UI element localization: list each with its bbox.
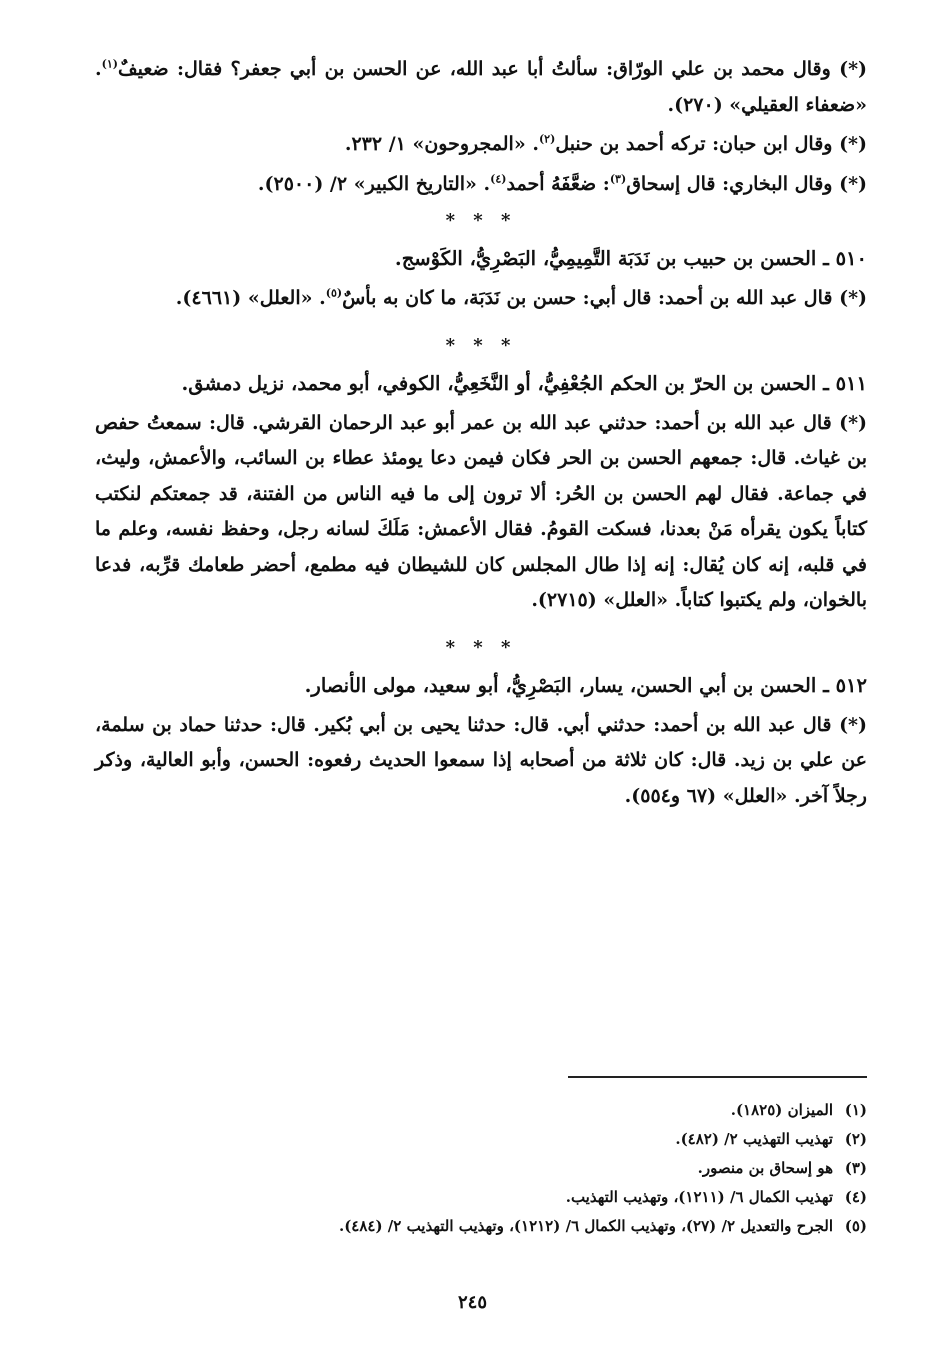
paragraph-512: (*) قال عبد الله بن أحمد: حدثني أبي. قال: حدثنا يحيى بن أبي بُكير. قال: حدثنا حماد بن سلمة، عن علي بن زيد. قال: كان ثلاثة من أصحابه إذا سمعوا الحديث رفعوه: الحسن، وأبو العالية، وذكر رجلاً آخر. «العلل» (٦٧ و٥٥٤). — [95, 713, 867, 807]
footnote-4 — [95, 1183, 867, 1212]
text: (*) وقال محمد بن علي الورّاق: سألتُ أبا عبد الله، عن الحسن بن أبي جعفر؟ فقال: ضعيفٌ — [117, 58, 867, 80]
footnote-3 — [95, 1154, 867, 1183]
section-separator: * * * — [445, 210, 517, 231]
footnote-ref-4[interactable]: (٤) — [490, 172, 507, 186]
footnotes — [95, 1096, 867, 1241]
text: (*) قال عبد الله بن أحمد: قال أبي: حسن بن نَدَبَة، ما كان به بأسٌ — [342, 287, 867, 309]
footnote-number: (٢) — [844, 1130, 867, 1148]
footnote-1 — [95, 1096, 867, 1125]
footnote-divider — [568, 1076, 867, 1078]
entry-heading-512: ٥١٢ ـ الحسن بن أبي الحسن، يسار، البَصْرِيُّ، أبو سعيد، مولى الأنصار. — [304, 673, 867, 697]
entry-heading-510: ٥١٠ ـ الحسن بن حبيب بن نَدَبَة التَّمِيمِيُّ، البَصْرِيُّ، الكَوْسج. — [394, 247, 867, 270]
text: . «التاريخ الكبير» ٢/ (٢٥٠٠). — [257, 172, 491, 195]
paragraph-511: (*) قال عبد الله بن أحمد: حدثني عبد الله بن عمر أبو عبد الرحمان القرشي. قال: سمعتُ حفص بن غياث. قال: جمعهم الحسن بن الحر فكان فيمن دعا يومئذ عطاء بن السائب، والأعمش، وليث، في جماعة. فقال لهم الحسن بن الحُر: ألا ترون إلى ما فيه الناس من الفتنة، قد جمعتكم لنكتب كتاباً يكون يقرأه مَنْ بعدنا، فسكت القومُ. فقال الأعمش: مَلَكَ لسانه رجل، وحفظ نفسه، وعلم ما في قلبه، إنه كان يُقال: إنه إذا طال المجلس كان للشيطان فيه مطمع، أحضر طعامك قرِّبه، فدعا بالخوان، ولم يكتبوا كتاباً. «العلل» (٢٧١٥). — [95, 411, 867, 611]
footnote-number: (٥) — [844, 1217, 867, 1235]
footnote-text: تهذيب الكمال ٦/ (١٢١١)، وتهذيب التهذيب. — [565, 1188, 833, 1206]
section-separator: * * * — [445, 636, 517, 658]
text: . «العلل» (٤٦٦١). — [175, 287, 326, 309]
text: . «ضعفاء العقيلي» (٢٧٠). — [95, 58, 867, 116]
paragraph-510 — [95, 281, 867, 317]
paragraph-ibn-hibban — [95, 127, 867, 163]
footnote-text: هو إسحاق بن منصور. — [697, 1159, 833, 1177]
footnote-text: الميزان (١٨٢٥). — [730, 1101, 833, 1119]
page-number: ٢٤٥ — [457, 1292, 487, 1313]
paragraph-bukhari — [95, 167, 867, 203]
footnote-ref-2[interactable]: (٢) — [538, 132, 556, 146]
entry-heading-511: ٥١١ ـ الحسن بن الحرّ بن الحكم الجُعْفِيُّ، أو النَّخَعِيُّ، الكوفي، أبو محمد، نزيل دمشق. — [181, 371, 867, 395]
section-separator: * * * — [445, 334, 517, 356]
footnote-text: تهذيب التهذيب ٢/ (٤٨٢). — [675, 1130, 833, 1148]
footnote-ref-1[interactable]: (١) — [101, 57, 118, 71]
footnote-number: (٣) — [844, 1159, 867, 1177]
text: : ضعَّفَهُ أحمد — [506, 172, 610, 195]
page-body — [95, 52, 867, 818]
text: . «المجروحون» ١/ ٢٣٢. — [344, 133, 539, 155]
footnote-text: الجرح والتعديل ٢/ (٢٧)، وتهذيب الكمال ٦/ (١٢١٢)، وتهذيب التهذيب ٢/ (٤٨٤). — [338, 1217, 833, 1235]
text: (*) وقال ابن حبان: تركه أحمد بن حنبل — [555, 133, 867, 155]
footnote-ref-3[interactable]: (٣) — [609, 172, 627, 186]
footnote-2 — [95, 1125, 867, 1154]
footnote-5 — [95, 1212, 867, 1241]
text: (*) وقال البخاري: قال إسحاق — [626, 172, 867, 195]
footnote-number: (١) — [844, 1101, 867, 1119]
footnote-ref-5[interactable]: (٥) — [325, 286, 343, 300]
paragraph-waraq — [95, 52, 867, 123]
footnote-number: (٤) — [844, 1188, 867, 1206]
